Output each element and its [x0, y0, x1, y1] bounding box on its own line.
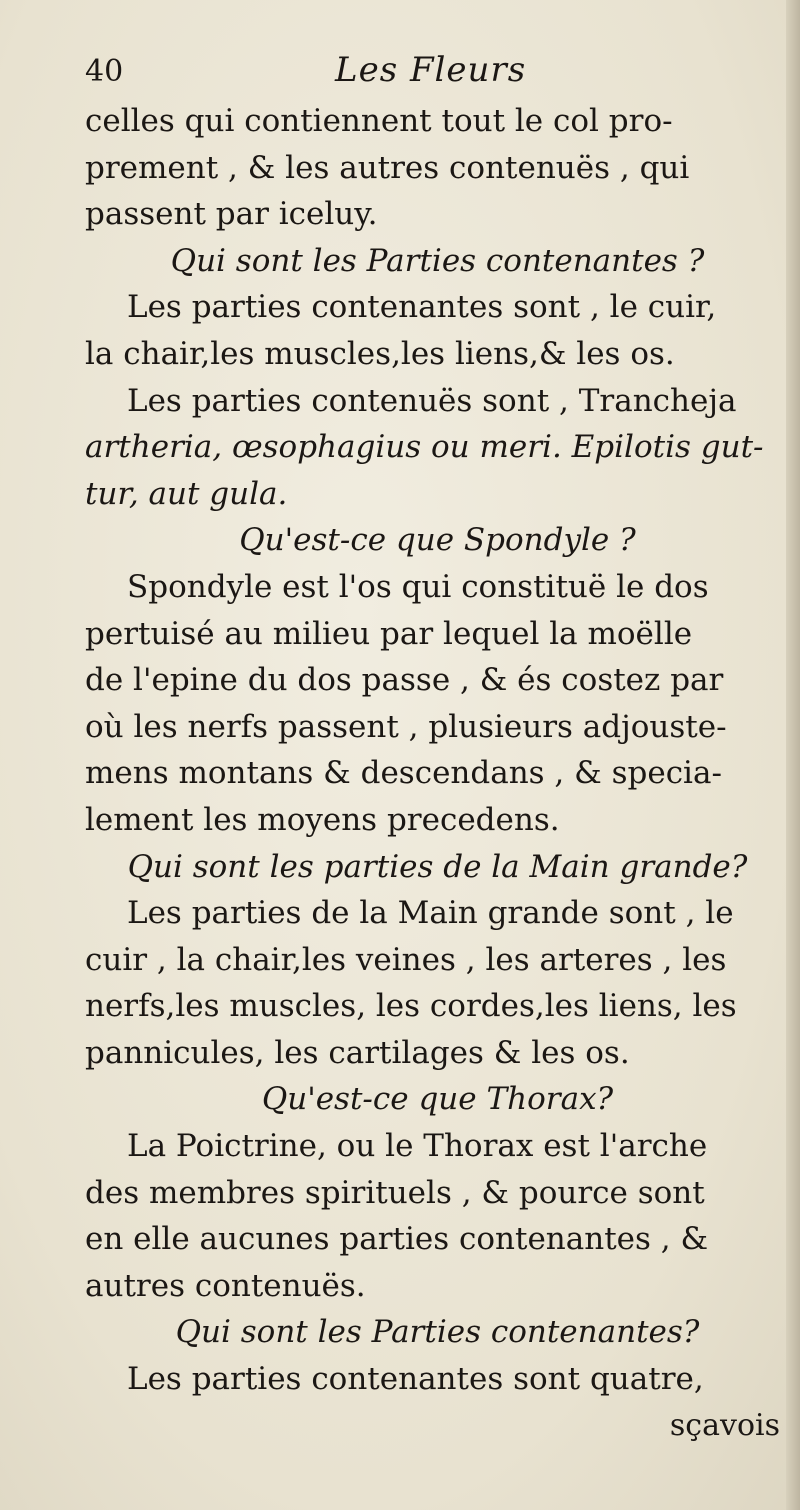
text-line: nerfs,les muscles, les cordes,les liens, les	[85, 988, 737, 1025]
text-line: lement les moyens precedens.	[85, 801, 560, 838]
text-line: mens montans & descendans , & specia-	[85, 755, 722, 792]
text-line: passent par iceluy.	[85, 196, 378, 233]
question-heading: Qui sont les Parties contenantes?	[175, 1314, 700, 1351]
text-line: des membres spirituels , & pource sont	[85, 1174, 705, 1211]
question-heading: Qu'est-ce que Thorax?	[261, 1081, 614, 1118]
latin-text-line: artheria, œsophagius ou meri. Epilotis gut-	[85, 429, 764, 466]
text-block	[85, 98, 790, 1403]
paragraph-first-line: Les parties contenuës sont , Trancheja	[127, 382, 737, 419]
paragraph-first-line: Spondyle est l'os qui constituë le dos	[127, 568, 709, 605]
question-heading: Qu'est-ce que Spondyle ?	[239, 522, 636, 559]
text-line: celles qui contiennent tout le col pro-	[85, 103, 673, 139]
text-line: pertuisé au milieu par lequel la moëlle	[85, 615, 693, 652]
text-line: la chair,les muscles,les liens,& les os.	[85, 335, 675, 372]
running-title: Les Fleurs	[335, 50, 527, 90]
latin-text-line: tur, aut gula.	[85, 475, 288, 512]
text-line: cuir , la chair,les veines , les arteres , les	[85, 941, 727, 978]
text-line: où les nerfs passent , plusieurs adjouste-	[85, 708, 727, 745]
paragraph-first-line: La Poictrine, ou le Thorax est l'arche	[127, 1128, 708, 1165]
text-line: de l'epine du dos passe , & és costez par	[85, 662, 724, 699]
text-line: autres contenuës.	[85, 1267, 366, 1304]
paragraph-first-line: Les parties contenantes sont quatre,	[127, 1361, 704, 1398]
paragraph-first-line: Les parties contenantes sont , le cuir,	[127, 289, 717, 326]
page-number: 40	[85, 54, 124, 89]
catchword: sçavois	[669, 1408, 780, 1443]
text-line: en elle aucunes parties contenantes , &	[85, 1221, 709, 1258]
question-heading: Qui sont les parties de la Main grande?	[127, 848, 748, 885]
page-header	[85, 50, 785, 98]
text-line: prement , & les autres contenuës , qui	[85, 149, 690, 186]
text-line: pannicules, les cartilages & les os.	[85, 1034, 630, 1071]
question-heading: Qui sont les Parties contenantes ?	[170, 242, 705, 279]
paragraph-first-line: Les parties de la Main grande sont , le	[127, 895, 734, 932]
